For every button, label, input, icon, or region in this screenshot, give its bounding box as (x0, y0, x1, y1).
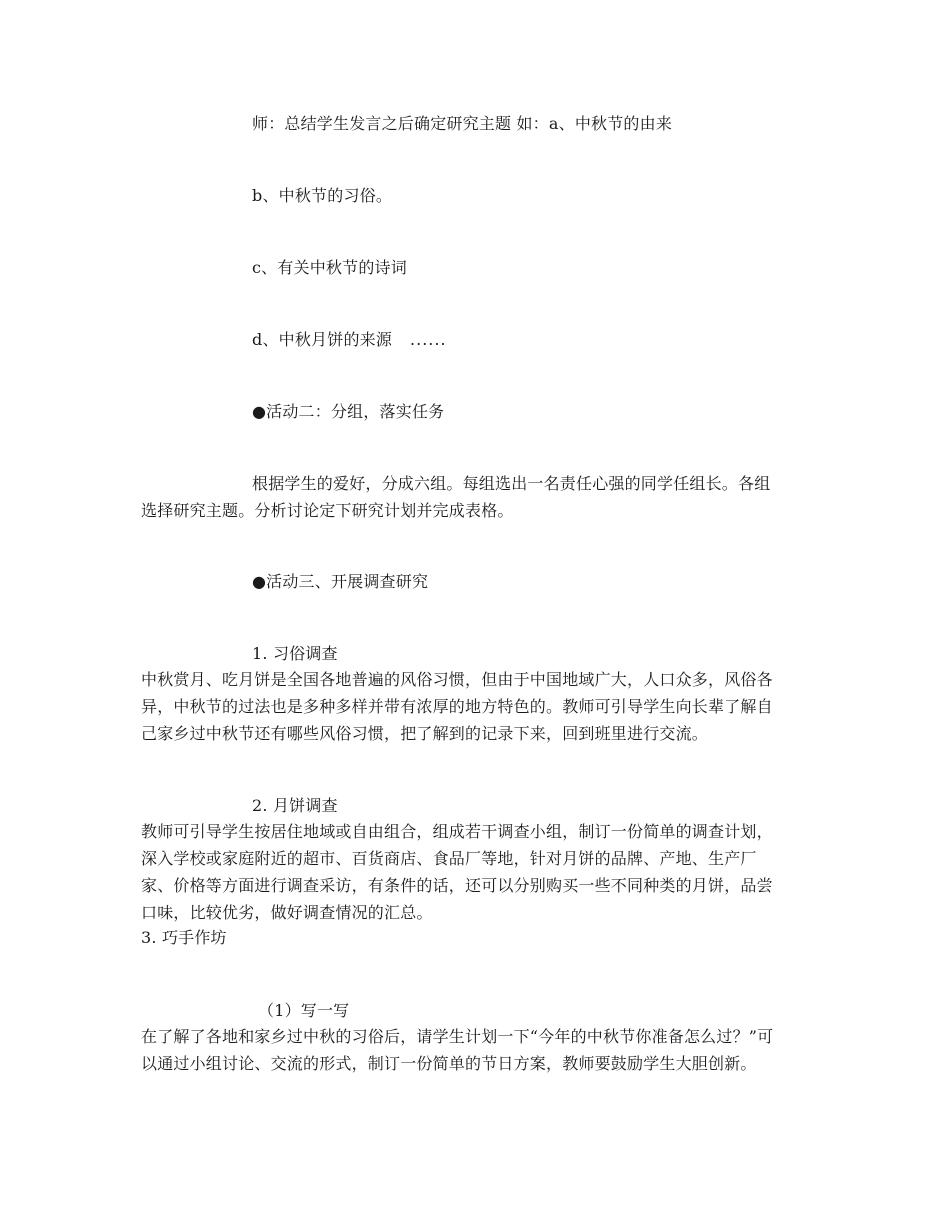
activity2-heading: ●活动二：分组，落实任务 (252, 402, 445, 421)
paragraph-line: 异，中秋节的过法也是多种多样并带有浓厚的地方特色的。教师可引导学生向长辈了解自 (141, 697, 773, 716)
paragraph-line: 家、价格等方面进行调查采访，有条件的话，还可以分别购买一些不同种类的月饼，品尝 (141, 876, 773, 895)
paragraph-line: 口味，比较优劣，做好调查情况的汇总。 (141, 903, 433, 922)
paragraph-line: 教师可引导学生按居住地域或自由组合，组成若干调查小组，制订一份简单的调查计划， (141, 822, 773, 841)
section1-body (141, 666, 811, 747)
topic-c: c、有关中秋节的诗词 (252, 258, 407, 277)
topic-b: b、中秋节的习俗。 (252, 186, 393, 205)
activity2-body (141, 470, 811, 524)
paragraph-line: 中秋赏月、吃月饼是全国各地普遍的风俗习惯，但由于中国地域广大，人口众多，风俗各 (141, 670, 773, 689)
paragraph-line: 深入学校或家庭附近的超市、百货商店、食品厂等地，针对月饼的品牌、产地、生产厂 (141, 849, 757, 868)
section2-title: 2. 月饼调查 (252, 796, 338, 815)
teacher-summary: 师：总结学生发言之后确定研究主题 如：a、中秋节的由来 (252, 114, 673, 133)
activity3-heading: ●活动三、开展调查研究 (252, 572, 429, 591)
section3-title: 3. 巧手作坊 (141, 928, 227, 947)
topic-d-text: d、中秋月饼的来源 (252, 330, 393, 349)
paragraph-line: 己家乡过中秋节还有哪些风俗习惯，把了解到的记录下来，回到班里进行交流。 (141, 724, 709, 743)
section2-body (141, 818, 811, 926)
paragraph-line: 根据学生的爱好，分成六组。每组选出一名责任心强的同学任组长。各组 (252, 474, 771, 493)
topic-d-ellipsis: ...... (410, 330, 447, 349)
section1-title: 1. 习俗调查 (252, 644, 338, 663)
topic-d (252, 326, 922, 353)
subsection1-title: （1）写一写 (258, 1001, 350, 1020)
paragraph-line: 选择研究主题。分析讨论定下研究计划并完成表格。 (141, 501, 514, 520)
paragraph-line: 在了解了各地和家乡过中秋的习俗后，请学生计划一下“今年的中秋节你准备怎么过？”可 (141, 1027, 774, 1046)
paragraph-line: 以通过小组讨论、交流的形式，制订一份简单的节日方案，教师要鼓励学生大胆创新。 (141, 1054, 757, 1073)
subsection1-body (141, 1023, 811, 1077)
